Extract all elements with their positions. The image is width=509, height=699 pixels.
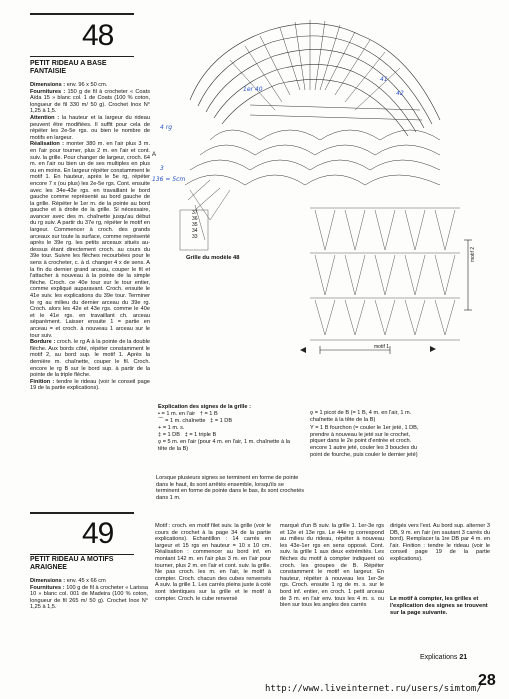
chart-fan-strokes [230,20,400,110]
triple-treble-icon: ‡ [184,432,188,438]
pattern-49-col2: Motif : croch. en motif filet suiv. la grille (voir le cours de crochet à la page 34 de la partie explications). Echantillon : 14 carrés en largeur et 15 rgs en hauteur = 10 x 10 cm. Réalisation : commencer au bord inf. en montant 142 m. en l'air plus 3 m. en l'air pour tourner, plus 2 m. en l'air et cont. suiv. la grille. Ne pas croch. les m. en l'air, le motif à compter. Croch. chacun des cubes renversés A suiv. la grille 1. Les carrés pleins juste à coté sont identiques sur la grille et le motif à compter. Croch. le cube renversé [155,523,271,602]
handwritten-note-2: 41 [380,76,388,83]
pattern-48-number: 48 [82,19,114,52]
pattern-49-title: PETIT RIDEAU A MOTIFS ARAIGNEE [30,556,114,571]
picot-icon: ϙ [158,439,162,445]
handwritten-note-3: 42 [396,90,404,97]
footer-label: Explications 21 [420,654,468,661]
chart-row-a-label: A [152,152,157,158]
page-number: 21 [459,654,468,661]
pattern-49-title-rule [30,554,134,555]
handwritten-note-1: 1er 40 [243,86,263,93]
pattern-49-number: 49 [82,517,114,550]
pattern-49-top-rule [30,512,134,514]
chart-middle-bands [185,105,440,210]
legend-left: Explication des signes de la grille : • = 1 m. en l'air † = 1 B ⌒ = 1 m. chaînette ‡ = 1 DB + = 1 m. s. ‡ = 1 DB ‡ = 1 triple B ϙ = 5 m. en l'air (pour 4 m. en l'air, 1 m. chaînette à la tête de la B) [158,404,290,452]
b-picot-icon: ϙ [310,410,314,416]
motif-2-label: motif 2 [470,246,476,262]
chart-left-blocks [180,190,230,250]
crochet-chart [150,10,480,370]
chart-arrows [300,346,436,353]
motif-1-label: motif 1 [374,344,390,350]
chart-motif-brackets [320,240,472,354]
pattern-48-title: PETIT RIDEAU A BASE FANTAISIE [30,60,107,75]
watermark-url: http://www.liveinternet.ru/users/simtom/ [265,684,482,694]
chart-lower-fans [310,208,460,340]
dc-icon: ‡ [158,432,162,438]
pattern-49-col4: dirigés vers l'ext. Au bord sup. alterner 3 DB, 9 m. en l'air (en sautant 3 carrés du bord). Remplacer la 1re DB par 4 m. en l'air. Finition : tendre le rideau (voir le conseil page 19 de la partie explications). [390,523,490,562]
pattern-49-col3: marqué d'un B suiv. la grille 1. 1er-3e rgs et 12e et 13e rgs. Le 44e rg correspond au milieu du rideau, répéter à nouveau les 43e-1er rgs en sens opposé. Cont. suiv. la grille 1 aux deux extrémités. Les flèches du motif à compter indiquent où croch. les groupes de B. Répéter constamment le motif en largeur. En hauteur, répéter à nouveau les 1er-3e rgs. Croch. ensuite 1 rg de m. s. sur le bord inf. entier, en croch. 1 petit arceau de 3 m. en l'air env. tous les 4 m. s. ou bien sur tous les angles des carrés [280,523,384,609]
handwritten-note-5: 136 = 5cm [152,176,186,183]
treble-icon: † [199,411,203,417]
pattern-48-instructions: Dimensions : env. 96 x 50 cm. Fournitures : 150 g de fil à crocheter « Coats Aïda 15 » blanc col. 1 de Coats (100 % coton, longueur de fil 330 m/ 50 g). Crochet Inox N° 1,25 à 1,5. Attention : la hauteur et la largeur du rideau peuvent être modifiées. Il suffit pour cela de répéter les 2e-5e rgs. ou bien le nombre de motifs en largeur. Réalisation : monter 380 m. en l'air plus 3 m. en l'air pour tourner, plus 2 m. en l'air et cont. suiv. la grille. Pour changer de largeur, croch. 64 m. en l'air ou bien un de ses multiples en plus ou en moins. En largeur répéter constamment le motif 1. En hauteur, après le 5e rg, répéter encore 7 x (ou plus) les 2e-5e rgs. Cont. ensuite avec les 34e-43e rgs. en travaillant le bord gauche comme représenté au bord gauche de la grille. Répéter le 1er m. de la pointe au bord gauche et à droite de la grille. Si nécessaire, avancer avec des m. chaînette jusqu'au début du rg suiv. A partir du 37e rg, répéter le motif en largeur. Commencer à croch. des grands arceaux sur toute la surface, comme représenté après le 39e rg. les petits arceaux situés au-dessus étant directement croch. au cours du 39e tour. Suivre les flèches recourbées pour le sens à crocheter, c. à d. changer 4 x de sens. A la fin du dernier grand arceau, couper le fil et l'attacher à nouveau à la pointe de la simple flèche. Croch. ce 40e tour sur le tour entier, comme expliqué auparavant. Croch. ensuite le 41e suiv. les explications du 39e tour. Terminer le rg au milieu du dernier arceau du 39e rg. Croch. alors les 42e et 43e rgs. comme le 40e et le 41e rgs. en travaillant ch. arceau séparément. Laisser ensuite 1 = partie en arceau = et croch. à nouveau 1 arceau sur le tour suiv. Bordure : croch. le rg A à la pointe de la double flèche. Aux bords côté, répéter constamment le motif 2, au bord sup. le motif 1. Après la dernière m. chaînette, couper le fil. Croch. encore le rg B sur le bord sup. à partir de la pointe de la triple flèche. Finition : tendre le rideau (voir le conseil page 19 de la partie explications). [30,82,151,392]
handwritten-note-rg: 4 rg [160,124,172,131]
legend-note: Lorsque plusieurs signes se terminent en forme de pointe dans le haut, ils sont arrêtés ensemble, lorsqu'ils se terminent en forme de pointe dans le bas, ils sont crochetés dans 1 m. [156,475,305,501]
pattern-49-note: Le motif à compter, les grilles et l'explication des signes se trouvent sur la page suivante. [390,596,488,616]
corner-page-number: 28 [478,672,496,689]
top-rule [30,13,134,15]
chart-top-scallops [190,24,440,136]
legend-right: ϙ = 1 picot de B (= 1 B, 4 m. en l'air, 1 m. chaînette à la tête de la B) Y = 1 B fourchon (= couler le 1er jeté, 1 DB, prendre à nouveau le jeté sur le crochet, piquer dans le 2e point d'entrée et croch. encore 1 autre jeté, couler les 3 boucles du point de fourche, puis couler le dernier jeté) [310,410,419,458]
handwritten-note-4: 3 [160,165,164,172]
title-rule [30,56,134,57]
double-treble-icon: ‡ [210,418,214,424]
chain-stitch-icon: • [158,411,160,417]
chart-row-labels: 37 36 35 34 33 [192,210,198,240]
pattern-49-col1: Dimensions : env. 45 x 66 cm Fournitures : 100 g de fil à crocheter « Larissa 10 » blanc col. 001 de Madeira (100 % coton, longueur de fil 265 m/ 50 g). Crochet Inox N° 1,25 à 1,5. [30,578,149,611]
slip-stitch-icon: ⌒ [158,418,164,424]
fork-stitch-icon: Y [310,425,314,432]
single-crochet-icon: + [158,425,162,431]
chart-caption: Grille du modèle 48 [186,255,240,261]
